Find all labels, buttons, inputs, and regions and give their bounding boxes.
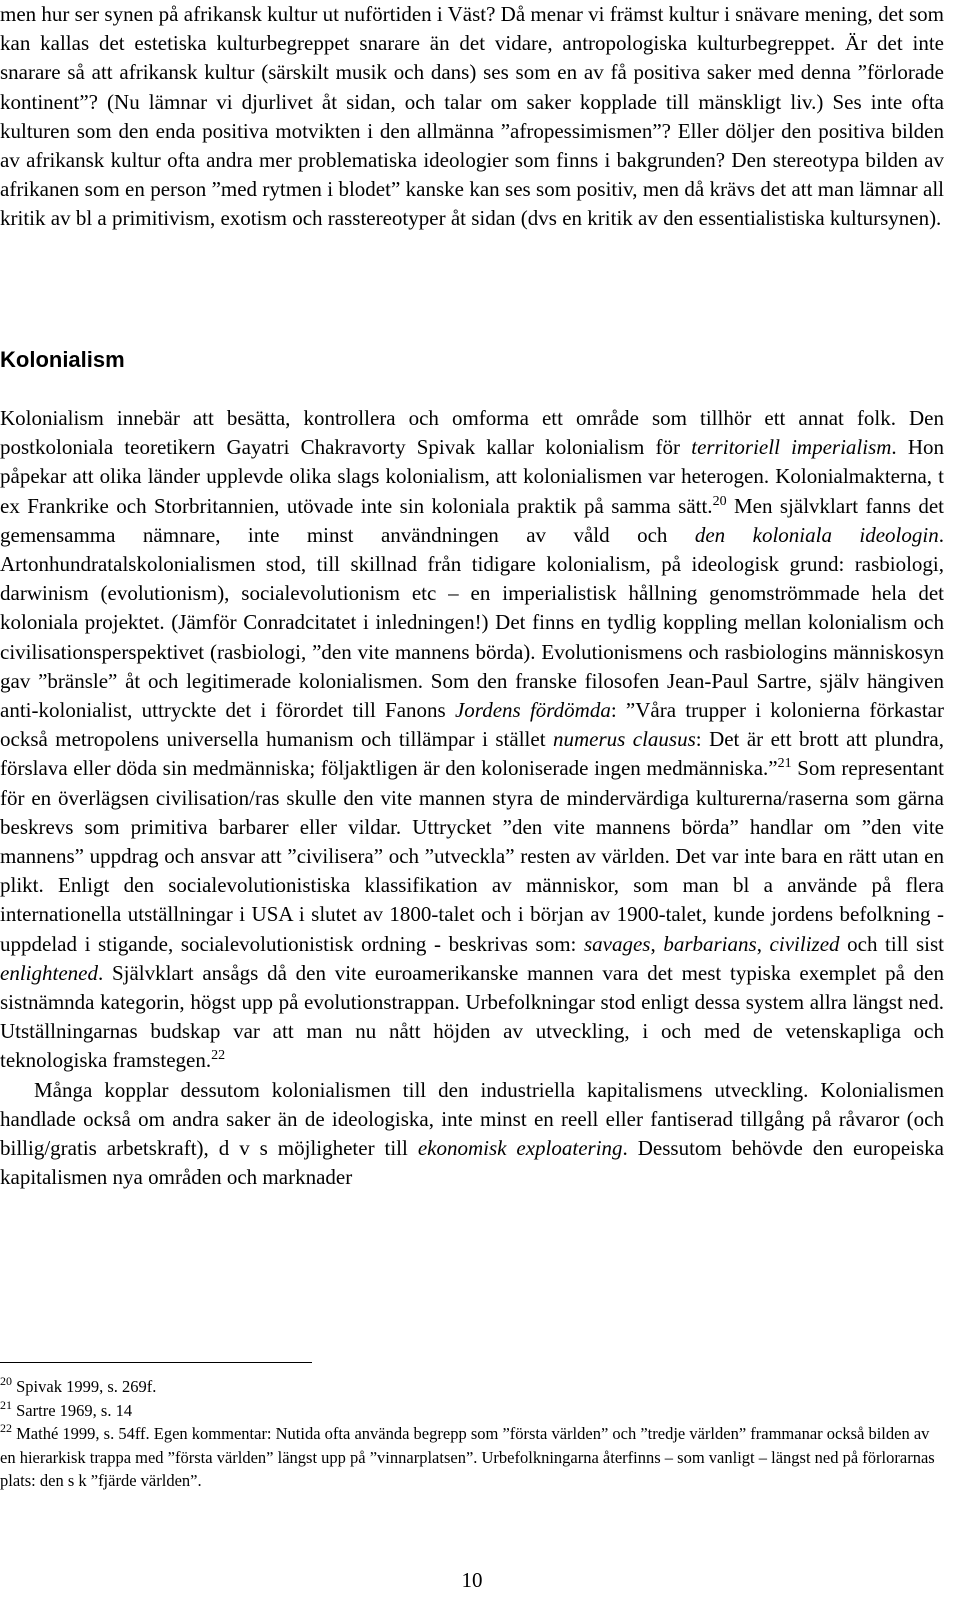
section-heading: Kolonialism: [0, 347, 125, 372]
emphasis-territoriell-imperialism: territoriell imperialism: [691, 435, 892, 460]
emphasis-den-koloniala-ideologin: den koloniala ideologin: [694, 522, 939, 547]
intro-paragraph-block: [0, 0, 944, 234]
page-number: 10: [461, 1568, 483, 1592]
footnote-divider: [0, 1362, 312, 1363]
emphasis-jordens-fordomda: Jordens fördömda: [454, 698, 611, 723]
footnote-ref-22[interactable]: 22: [211, 1048, 226, 1064]
emphasis-numerus-clausus: numerus clausus: [552, 727, 696, 752]
footnote-number: 21: [0, 1397, 12, 1412]
section-paragraph-1: Kolonialism innebär att besätta, kontrollera och omforma ett område som tillhör ett annat folk. Den postkoloniala teoretikern Gayatri Chakravorty Spivak kallar kolonialism för territoriell imperialism. Hon påpekar att olika länder upplevde olika slags kolonialism, att kolonialismen var heterogen. Kolonialmakterna, t ex Frankrike och Storbritannien, utövade inte sin koloniala praktik på samma sätt.$^{20}$ Men självklart fanns det gemensamma nämnare, inte minst användningen av våld och den koloniala ideologin. Artonhundratalskolonialismen stod, till skillnad från tidigare kolonialism, på ideologisk grund: rasbiologi, darwinism (evolutionism), socialevolutionism etc – en imperialistisk hållning genomströmmade hela det koloniala projektet. (Jämför Conradcitatet i inledningen!) Det finns en tydlig koppling mellan kolonialism och civilisationsperspektivet (rasbiologi, ”den vite mannens börda). Evolutionismens och rasbiologins människosyn gav ”bränsle” åt och legitimerade kolonialismen. Som den franske filosofen Jean-Paul Sartre, själv hängiven anti-kolonialist, uttryckte det i förordet till Fanons Jordens fördömda: ”Våra trupper i kolonierna förkastar också metropolens universella humanism och tillämpar i stället numerus clausus: Det är ett brott att plundra, förslava eller döda sin medmänniska; följaktligen är den koloniserade ingen medmänniska.”$^{21}$ Som representant för en överlägsen civilisation/ras skulle den vite mannen styra de mindervärdiga kulturerna/raserna som gärna beskrevs som primitiva barbarer eller vildar. Uttrycket ”den vite mannens börda” handlar om ”den vite mannens” uppdrag och ansvar att ”civilisera” och ”utveckla” resten av världen. Det var inte bara en rätt utan en plikt. Enligt den socialevolutionistiska klassifikation av människor, som man bl a använde på flera internationella utställningar i USA i slutet av 1800-talet och i början av 1900-talet, kunde jordens befolkning - uppdelad i stigande, socialevolutionistisk ordning - beskrivas som: savages, barbarians, civilized och till sist enlightened. Självklart ansågs då den vite euroamerikanske mannen vara det mest typiska exemplet på den sistnämnda kategorin, högst upp på evolutionstrappan. Urbefolkningar stod enligt dessa system allra längst ned. Utställningarnas budskap var att man nu nått höjden av utveckling, i och med de vetenskapliga och teknologiska framstegen.$^{22}$: [0, 406, 945, 1073]
footnote-21: [0, 1399, 944, 1423]
emphasis-enlightened: enlightened: [0, 960, 98, 985]
footnote-text: Spivak 1999, s. 269f.: [12, 1377, 157, 1396]
footnote-ref-20[interactable]: 20: [712, 493, 727, 509]
footnote-22: [0, 1422, 944, 1493]
footnote-text: Mathé 1999, s. 54ff. Egen kommentar: Nutida ofta använda begrepp som ”första världen” och ”tredje världen” frammanar också bilden av en hierarkisk trappa med ”första världen” längst upp på ”vinnarplatsen”. Urbefolkningarna återfinns – som vanligt – längst ned på förlorarnas plats: den s k ”fjärde världen”.: [0, 1424, 935, 1490]
emphasis-savages: savages: [583, 931, 651, 956]
footnote-ref-21[interactable]: 21: [777, 756, 792, 772]
section-body: [0, 404, 944, 1192]
emphasis-ekonomisk-exploatering: ekonomisk exploatering: [417, 1136, 623, 1161]
intro-paragraph: men hur ser synen på afrikansk kultur ut nuförtiden i Väst? Då menar vi främst kultur i snävare mening, det som kan kallas det estetiska kulturbegreppet snarare än det vidare, antropologiska kulturbegreppet. Är det inte snarare så att afrikansk kultur (särskilt musik och dans) ses som en av få positiva saker med denna ”förlorade kontinent”? (Nu lämnar vi djurlivet åt sidan, och talar om saker kopplade till mänskligt liv.) Ses inte ofta kulturen som den enda positiva motvikten i den allmänna ”afropessimismen”? Eller döljer den positiva bilden av afrikansk kultur ofta andra mer problematiska ideologier som finns i bakgrunden? Den stereotypa bilden av afrikanen som en person ”med rytmen i blodet” kanske kan ses som positiv, men då krävs det att man lämnar all kritik av bl a primitivism, exotism och rasstereotyper åt sidan (dvs en kritik av den essentialistiska kultursynen).: [0, 2, 944, 231]
footnote-text: Sartre 1969, s. 14: [12, 1400, 133, 1420]
emphasis-barbarians: barbarians: [663, 931, 757, 956]
footnotes: [0, 1375, 944, 1493]
section-paragraph-2: Många kopplar dessutom kolonialismen till den industriella kapitalismens utveckling. Kolonialismen handlade också om andra saker än de ideologiska, inte minst en reell eller fantiserad tillgång på råvaror (och billig/gratis arbetskraft), d v s möjligheter till ekonomisk exploatering. Dessutom behövde den europeiska kapitalismen nya områden och marknader: [0, 1077, 945, 1190]
footnote-number: 20: [0, 1374, 12, 1388]
footnote-number: 22: [0, 1421, 12, 1435]
footnote-20: [0, 1375, 944, 1399]
emphasis-civilized: civilized: [769, 931, 840, 956]
